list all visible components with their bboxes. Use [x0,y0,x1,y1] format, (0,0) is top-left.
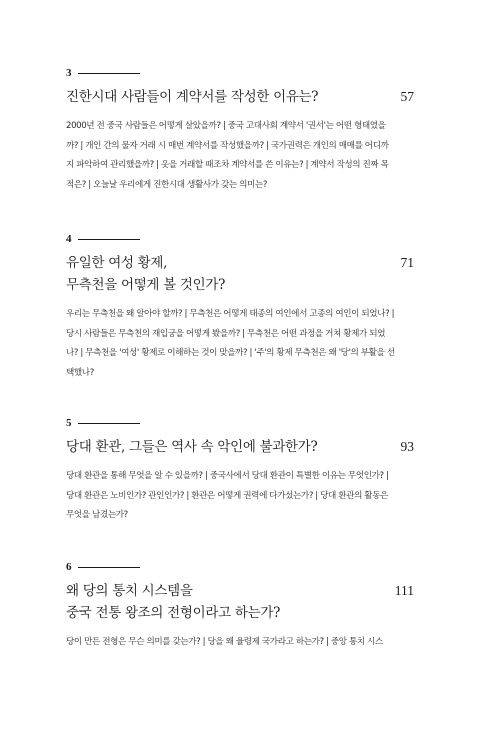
chapter-number: 3 [66,67,72,79]
chapter-title [66,252,414,296]
description-line: 2000년 전 중국 사람들은 어떻게 살았을까? | 중국 고대사회 계약서 '권서'는 어떤 형태였을 [66,121,386,131]
toc-entry-5 [66,416,414,526]
chapter-number-row [66,416,414,430]
page-number: 111 [394,583,414,598]
chapter-title-line: 진한시대 사람들이 계약서를 작성한 이유는? [66,89,319,105]
description-line: 나? | 무측천을 '여성' 황제로 이해하는 것이 맞을까? | '주'의 황제 무측천은 왜 '당'의 부활을 선 [66,348,395,358]
page-number: 71 [400,255,414,270]
chapter-rule [78,423,140,424]
toc-entry-3 [66,66,414,195]
chapter-description [66,305,414,383]
chapter-title-line: 무측천을 어떻게 볼 것인가? [66,277,226,293]
description-line: 적은? | 오늘날 우리에게 진한시대 생활사가 갖는 의미는? [66,179,267,190]
chapter-rule [78,73,140,74]
chapter-title-line: 당대 환관, 그들은 역사 속 악인에 불과한가? [66,439,318,455]
description-line: 당대 환관은 노비인가? 관인인가? | 환관은 어떻게 권력에 다가섰는가? | 당대 환관의 활동은 [66,490,389,501]
chapter-description [66,633,414,653]
chapter-title-row [66,252,414,296]
description-line: 당이 만든 전형은 무슨 의미를 갖는가? | 당을 왜 율령제 국가라고 하는가? | 중앙 통치 시스 [66,637,383,647]
chapter-title-row [66,86,414,108]
description-line: 무엇을 남겼는가? [66,510,128,520]
chapter-title-line: 왜 당의 통치 시스템을 [66,583,193,599]
chapter-number-row [66,66,414,80]
chapter-title-row [66,580,414,624]
toc-entry-6 [66,560,414,653]
toc-entry-4 [66,232,414,383]
description-line: 까? | 개인 간의 물자 거래 시 매번 계약서를 작성했을까? | 국가권력은 개인의 매매를 어디까 [66,140,389,151]
chapter-number: 5 [66,417,72,429]
chapter-title [66,86,414,108]
page-number: 93 [400,439,414,454]
chapter-title-line: 중국 전통 왕조의 전형이라고 하는가? [66,605,281,621]
chapter-rule [78,239,140,240]
chapter-description [66,117,414,195]
chapter-number-row [66,560,414,574]
chapter-title [66,436,414,458]
description-line: 지 파악하여 관리했을까? | 옷을 거래할 때조차 계약서를 쓴 이유는? | 계약서 작성의 진짜 목 [66,160,389,170]
description-line: 당시 사람들은 무측천의 재입궁을 어떻게 봤을까? | 무측천은 어떤 과정을 거쳐 황제가 되었 [66,328,386,339]
description-line: 우리는 무측천을 왜 알아야 할까? | 무측천은 어떻게 태종의 여인에서 고종의 여인이 되었나? | [66,309,395,319]
description-line: 택했나? [66,367,94,378]
chapter-rule [78,567,140,568]
chapter-description [66,467,414,526]
chapter-title-row [66,436,414,458]
description-line: 당대 환관을 통해 무엇을 알 수 있을까? | 중국사에서 당대 환관이 특별한 이유는 무엇인가? | [66,471,389,481]
chapter-number: 6 [66,561,72,573]
chapter-title [66,580,414,624]
chapter-number: 4 [66,233,72,245]
chapter-title-line: 유일한 여성 황제, [66,255,168,271]
chapter-number-row [66,232,414,246]
page-number: 57 [400,89,414,104]
